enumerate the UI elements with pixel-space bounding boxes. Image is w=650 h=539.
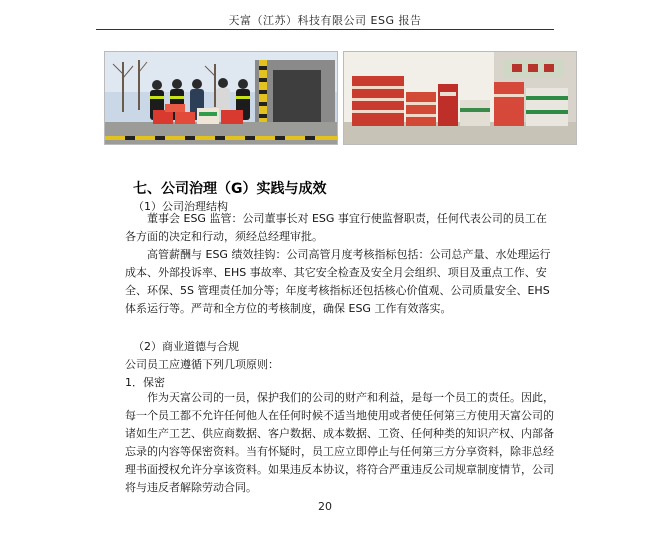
running-header: 天富（江苏）科技有限公司 ESG 报告 [228, 14, 422, 27]
paragraph-executive-pay [125, 246, 555, 318]
photo-donation-outdoor [104, 51, 338, 145]
subsection-heading-governance: （1）公司治理结构 [133, 200, 228, 213]
principles-intro: 公司员工应遵循下列几项原则： [125, 358, 279, 371]
subsection-heading-ethics: （2）商业道德与合规 [133, 340, 239, 353]
page-number: 20 [318, 500, 332, 513]
photo-donated-goods [343, 51, 577, 145]
paragraph-exec-text: 高管薪酬与 ESG 绩效挂钩：公司高管月度考核指标包括：公司总产量、水处理运行成本、外部投诉率、EHS 事故率、其它安全检查及安全月会组织、项目及重点工作、安全、环保、5S 管理责任加分等；年度考核指标还包括核心价值观、公司质量安全、EHS 体系运行等。严苛和全方位的考核制度，确保 ESG 工作有效落实。 [125, 248, 551, 315]
section-heading: 七、公司治理（G）实践与成效 [133, 181, 327, 197]
item-heading-confidentiality: 1．保密 [125, 376, 165, 389]
paragraph-board-text: 董事会 ESG 监管：公司董事长对 ESG 事宜行使监督职责，任何代表公司的员工在各方面的决定和行动，须经总经理审批。 [125, 212, 547, 243]
paragraph-confidentiality [125, 389, 555, 497]
paragraph-board-supervision [125, 210, 555, 246]
paragraph-confidentiality-text: 作为天富公司的一员，保护我们的公司的财产和利益，是每一个员工的责任。因此，每一个员工都不允许任何他人在任何时候不适当地使用或者使任何第三方使用天富公司的诸如生产工艺、供应商数据、客户数据、成本数据、工资、任何种类的知识产权、内部备忘录的内容等保密资料。当有怀疑时，员工应立即停止与任何第三方分享资料，除非总经理书面授权允许分享该资料。如果违反本协议，将符合严重违反公司规章制度情节，公司将与违反者解除劳动合同。 [125, 391, 554, 494]
header-rule [96, 29, 554, 30]
